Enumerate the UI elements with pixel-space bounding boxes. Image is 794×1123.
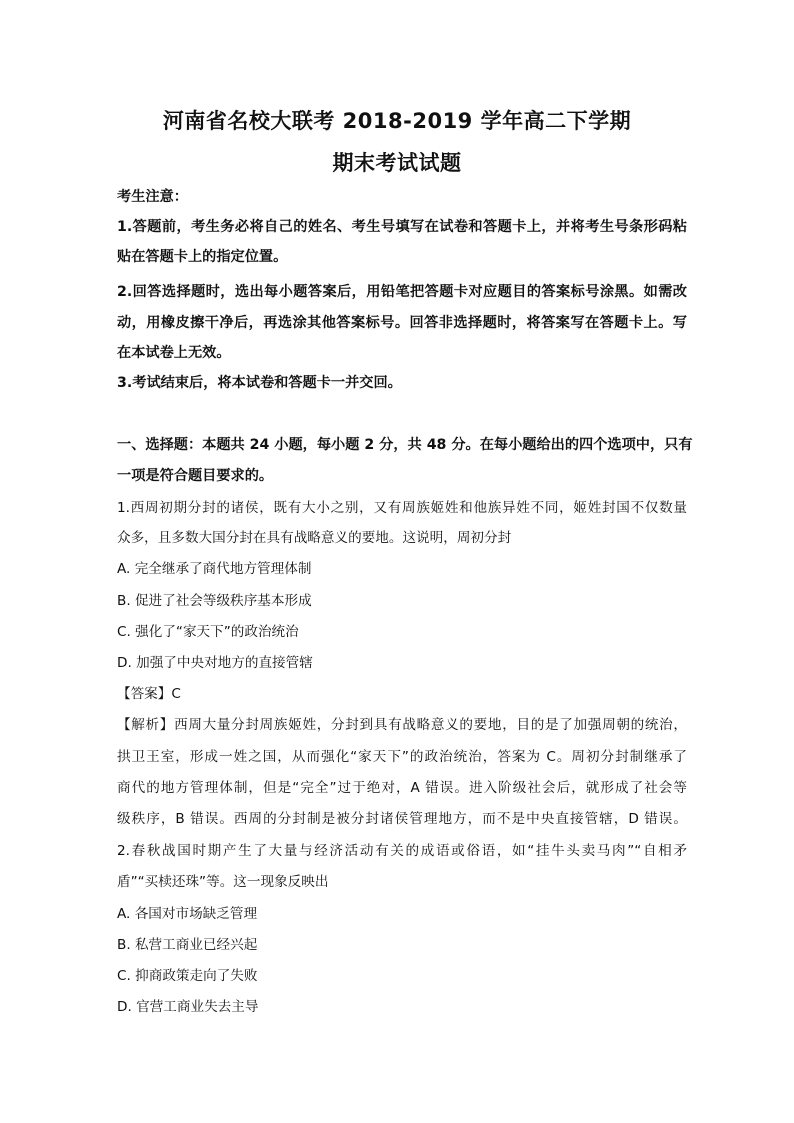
notice-line: 贴在答题卡上的指定位置。 bbox=[117, 249, 288, 265]
option-a: A. 各国对市场缺乏管理 bbox=[117, 906, 258, 922]
option-b: B. 私营工商业已经兴起 bbox=[117, 937, 258, 953]
analysis-line: 商代的地方管理体制，但是“完全”过于绝对，A 错误。进入阶级社会后，就形成了社会等 bbox=[117, 780, 687, 796]
notice-line: 2.回答选择题时，选出每小题答案后，用铅笔把答题卡对应题目的答案标号涂黑。如需改 bbox=[117, 284, 687, 300]
notice-line: 1.答题前，考生务必将自己的姓名、考生号填写在试卷和答题卡上，并将考生号条形码粘 bbox=[117, 219, 687, 235]
question-stem: 1.西周初期分封的诸侯，既有大小之别，又有周族姬姓和他族异姓不同，姬姓封国不仅数量 bbox=[117, 500, 687, 516]
analysis-line: 【解析】西周大量分封周族姬姓，分封到具有战略意义的要地，目的是了加强周朝的统治， bbox=[117, 717, 687, 733]
notice-line: 在本试卷上无效。 bbox=[117, 345, 231, 361]
analysis-line: 级秩序，B 错误。西周的分封制是被分封诸侯管理地方，而不是中央直接管辖，D 错误。 bbox=[117, 811, 687, 827]
option-b: B. 促进了社会等级秩序基本形成 bbox=[117, 593, 312, 609]
notice-heading: 考生注意： bbox=[117, 189, 188, 205]
option-a: A. 完全继承了商代地方管理体制 bbox=[117, 561, 312, 577]
option-c: C. 强化了“家天下”的政治统治 bbox=[117, 624, 299, 640]
option-d: D. 加强了中央对地方的直接管辖 bbox=[117, 655, 313, 671]
analysis-line: 拱卫王室，形成一姓之国，从而强化“家天下”的政治统治，答案为 C。周初分封制继承了 bbox=[117, 749, 687, 765]
question-stem: 众多，且多数大国分封在具有战略意义的要地。这说明，周初分封 bbox=[117, 530, 512, 546]
question-stem: 盾”“买椟还珠”等。这一现象反映出 bbox=[117, 874, 329, 890]
answer-label: 【答案】C bbox=[117, 686, 181, 702]
section-heading: 一、选择题：本题共 24 小题，每小题 2 分，共 48 分。在每小题给出的四个选项中，只有 bbox=[117, 437, 693, 453]
page-title: 河南省名校大联考 2018-2019 学年高二下学期 bbox=[162, 109, 632, 133]
question-stem: 2.春秋战国时期产生了大量与经济活动有关的成语或俗语，如“挂牛头卖马肉”“自相矛 bbox=[117, 843, 687, 859]
section-heading: 一项是符合题目要求的。 bbox=[117, 468, 274, 484]
notice-line: 3.考试结束后，将本试卷和答题卡一并交回。 bbox=[117, 375, 402, 391]
notice-line: 动，用橡皮擦干净后，再选涂其他答案标号。回答非选择题时，将答案写在答题卡上。写 bbox=[117, 315, 687, 331]
option-c: C. 抑商政策走向了失败 bbox=[117, 968, 258, 984]
option-d: D. 官营工商业失去主导 bbox=[117, 999, 259, 1015]
page-subtitle: 期末考试试题 bbox=[332, 151, 462, 175]
